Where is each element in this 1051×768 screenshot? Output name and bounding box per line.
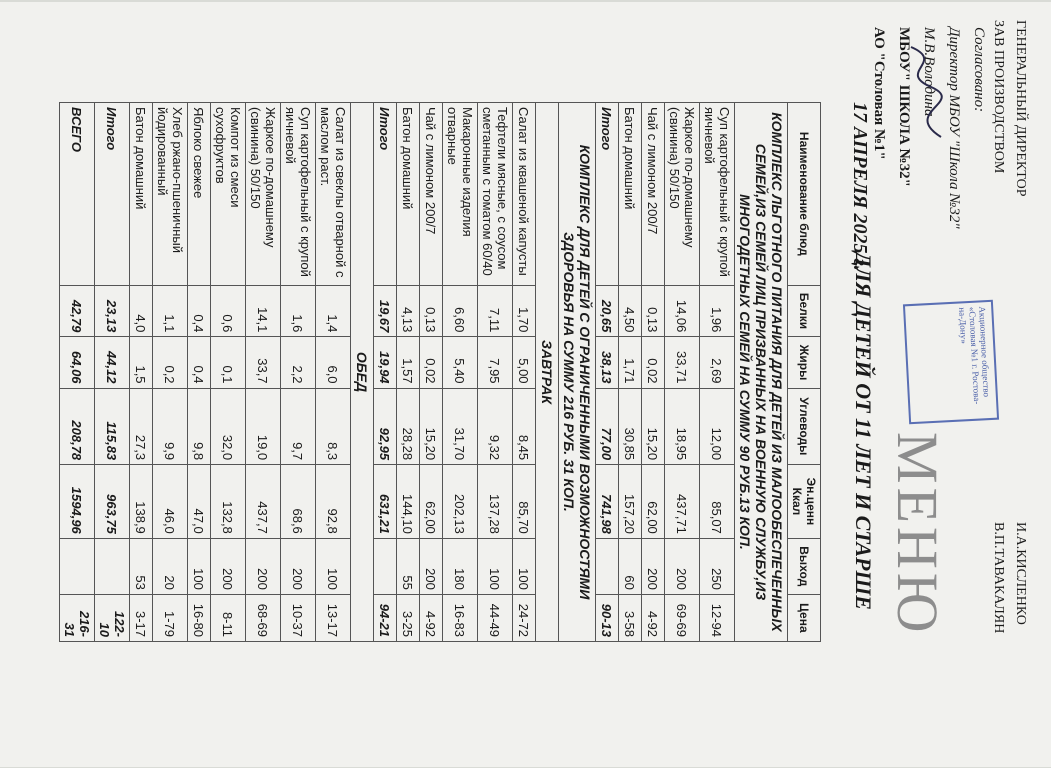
dish-value: 94-21 [374, 594, 397, 641]
dish-value: 4,0 [130, 285, 153, 337]
dish-value: 92,8 [316, 464, 351, 538]
dish-value: 202,13 [443, 464, 478, 538]
dish-value: 8,3 [316, 388, 351, 465]
dish-value: 16-80 [188, 594, 211, 641]
dish-value: 20 [153, 538, 188, 594]
dish-value: 963,75 [95, 464, 130, 538]
dish-value: 132,8 [211, 464, 246, 538]
dish-value: 1,6 [281, 285, 316, 337]
dish-value: 10-37 [281, 594, 316, 641]
total-row [596, 102, 619, 641]
dish-value: 9,9 [153, 388, 188, 465]
dish-value: 7,11 [478, 285, 513, 337]
dish-value: 6,0 [316, 336, 351, 387]
dish-value: 14,1 [246, 285, 281, 337]
col-price: Цена [788, 594, 821, 641]
dish-value: 9,8 [188, 388, 211, 465]
dish-value: 92,95 [374, 388, 397, 465]
dish-value: 13-17 [316, 594, 351, 641]
dish-value [95, 538, 130, 594]
dish-name: Суп картофельный с крупой яичневой [700, 102, 735, 285]
table-row [246, 102, 281, 641]
menu-date: 17 АПРЕЛЯ 2025 г. [849, 101, 871, 271]
dish-name: Жаркое по-домашнему (свинина) 50/150 [665, 102, 700, 285]
dish-value: 30,85 [619, 388, 642, 465]
dish-value: 437,71 [665, 464, 700, 538]
dish-value: 200 [211, 538, 246, 594]
dish-value: 90-13 [596, 594, 619, 641]
dish-value: 19,0 [246, 388, 281, 465]
dish-value: 62,00 [642, 464, 665, 538]
dish-value: 32,0 [211, 388, 246, 465]
dish-value: 24-72 [513, 594, 536, 641]
dish-value: 200 [281, 538, 316, 594]
col-name: Наименование блюд [788, 102, 821, 285]
dish-value: 1,70 [513, 285, 536, 337]
table-row [665, 102, 700, 641]
menu-sheet [0, 2, 1051, 767]
dish-value: 4-92 [642, 594, 665, 641]
dish-value: 19,67 [374, 285, 397, 337]
dish-value: 15,20 [420, 388, 443, 465]
dish-value: 1,1 [153, 285, 188, 337]
dish-value: 1,5 [130, 336, 153, 387]
menu-table [59, 102, 821, 642]
dish-name: Батон домашний [130, 102, 153, 285]
dish-value: 8,45 [513, 388, 536, 465]
dish-value: 53 [130, 538, 153, 594]
dish-name: Хлеб ржано-пшеничный йодированный [153, 102, 188, 285]
dish-value: 631,21 [374, 464, 397, 538]
dish-value: 46,0 [153, 464, 188, 538]
dish-value: 69-69 [665, 594, 700, 641]
section-title: ЗАВТРАК [536, 102, 559, 641]
table-row [642, 102, 665, 641]
dish-value: 15,20 [642, 388, 665, 465]
table-row [513, 102, 536, 641]
dish-value: 3-25 [397, 594, 420, 641]
meal-header [351, 102, 374, 641]
dish-value: 9,32 [478, 388, 513, 465]
dish-value [60, 538, 95, 594]
dish-name: Компот из смеси сухофруктов [211, 102, 246, 285]
dish-value: 3-58 [619, 594, 642, 641]
dish-name: Итого [374, 102, 397, 285]
name-general-director: И.А.КИСЛЕНКО [1013, 521, 1028, 625]
col-fat: Жиры [788, 336, 821, 387]
dish-value: 1,57 [397, 336, 420, 387]
col-carbs: Углеводы [788, 388, 821, 465]
dish-value: 7,95 [478, 336, 513, 387]
dish-value: 28,28 [397, 388, 420, 465]
dish-value: 8-11 [211, 594, 246, 641]
dish-value: 0,4 [188, 336, 211, 387]
total-row [374, 102, 397, 641]
dish-value: 20,65 [596, 285, 619, 337]
dish-value: 0,02 [420, 336, 443, 387]
dish-name: Чай с лимоном 200/7 [420, 102, 443, 285]
dish-value: 0,13 [420, 285, 443, 337]
dish-value: 16-83 [443, 594, 478, 641]
dish-value: 4-92 [420, 594, 443, 641]
dish-name: Жаркое по-домашнему (свинина) 50/150 [246, 102, 281, 285]
section-header [559, 102, 596, 641]
dish-value: 77,00 [596, 388, 619, 465]
table-row [281, 102, 316, 641]
dish-value: 19,94 [374, 336, 397, 387]
table-row [130, 102, 153, 641]
col-output: Выход [788, 538, 821, 594]
table-row [478, 102, 513, 641]
dish-value: 100 [513, 538, 536, 594]
total-row [95, 102, 130, 641]
dish-value: 47,0 [188, 464, 211, 538]
signatories-names [987, 522, 1031, 702]
dish-value: 115,83 [95, 388, 130, 465]
dish-value: 5,40 [443, 336, 478, 387]
dish-value: 38,13 [596, 336, 619, 387]
dish-value: 33,71 [665, 336, 700, 387]
menu-subtitle: ДЛЯ ДЕТЕЙ ОТ 11 ЛЕТ И СТАРШЕ [851, 251, 876, 610]
menu-title: МЕНЮ [885, 431, 950, 636]
dish-name: Итого [95, 102, 130, 285]
dish-value: 44,12 [95, 336, 130, 387]
stamp: Акционерное общество «Столовая №1 г. Ростова-на-Дону» [903, 299, 999, 424]
dish-value: 55 [397, 538, 420, 594]
dish-value: 4,50 [619, 285, 642, 337]
dish-name: Салат из свеклы отварной с маслом раст. [316, 102, 351, 285]
dish-value: 1,71 [619, 336, 642, 387]
dish-value: 2,2 [281, 336, 316, 387]
dish-name: Батон домашний [619, 102, 642, 285]
table-row [700, 102, 735, 641]
col-protein: Белки [788, 285, 821, 337]
dish-value [596, 538, 619, 594]
approve-label: Согласовано: [971, 26, 987, 112]
dish-name: Тефтели мясные, с соусом сметанным с томатом 60/40 [478, 102, 513, 285]
approve-director: Директор МБОУ "Школа №32" [946, 26, 962, 229]
section-title: ОБЕД [351, 102, 374, 641]
dish-name: Яблоко свежее [188, 102, 211, 285]
table-row [619, 102, 642, 641]
dish-value: 138,9 [130, 464, 153, 538]
dish-value: 60 [619, 538, 642, 594]
dish-value: 3-17 [130, 594, 153, 641]
dish-value: 4,13 [397, 285, 420, 337]
dish-value: 100 [316, 538, 351, 594]
dish-name: ВСЕГО [60, 102, 95, 285]
dish-value: 6,60 [443, 285, 478, 337]
dish-value: 437,7 [246, 464, 281, 538]
company-name: АО "Столовая №1" [871, 26, 887, 160]
dish-name: Чай с лимоном 200/7 [642, 102, 665, 285]
approve-name: М.В.Володина [921, 26, 937, 117]
dish-value: 23,13 [95, 285, 130, 337]
table-row [211, 102, 246, 641]
dish-value: 0,6 [211, 285, 246, 337]
section-title: КОМПЛЕКС ДЛЯ ДЕТЕЙ С ОГРАНИЧЕННЫМИ ВОЗМОЖНОСТЯМИ ЗДОРОВЬЯ НА СУММУ 216 РУБ. 31 КОП. [559, 102, 596, 641]
dish-value: 0,4 [188, 285, 211, 337]
dish-value: 62,00 [420, 464, 443, 538]
dish-value: 44-49 [478, 594, 513, 641]
dish-name: Батон домашний [397, 102, 420, 285]
school-name: МБОУ" ШКОЛА №32" [896, 26, 912, 187]
dish-value: 42,79 [60, 285, 95, 337]
dish-value: 64,06 [60, 336, 95, 387]
table-row [316, 102, 351, 641]
dish-value: 200 [420, 538, 443, 594]
dish-value: 18,95 [665, 388, 700, 465]
dish-value: 1594,96 [60, 464, 95, 538]
dish-value: 68,6 [281, 464, 316, 538]
dish-value: 33,7 [246, 336, 281, 387]
dish-name: Суп картофельный с крупой яичневой [281, 102, 316, 285]
section-header [735, 102, 788, 641]
dish-value: 1,96 [700, 285, 735, 337]
meal-header [536, 102, 559, 641]
dish-value [374, 538, 397, 594]
dish-value: 9,7 [281, 388, 316, 465]
dish-value: 12,00 [700, 388, 735, 465]
dish-value: 27,3 [130, 388, 153, 465]
dish-value: 137,28 [478, 464, 513, 538]
dish-value: 68-69 [246, 594, 281, 641]
dish-value: 250 [700, 538, 735, 594]
dish-value: 85,07 [700, 464, 735, 538]
dish-name: Макаронные изделия отварные [443, 102, 478, 285]
dish-value: 180 [443, 538, 478, 594]
dish-name: Салат из квашеной капусты [513, 102, 536, 285]
dish-value: 2,69 [700, 336, 735, 387]
dish-value: 741,98 [596, 464, 619, 538]
dish-value: 100 [188, 538, 211, 594]
signatories-roles [987, 20, 1031, 200]
section-title: КОМПЛЕКС ЛЬГОТНОГО ПИТАНИЯ ДЛЯ ДЕТЕЙ ИЗ МАЛООБЕСПЕЧЕННЫХ СЕМЕЙ,ИЗ СЕМЕЙ ЛИЦ ПРИЗВАННЫХ НА ВОЕННУЮ СЛУЖБУ,ИЗ МНОГОДЕТНЫХ СЕМЕЙ НА СУММУ 90 РУБ.13 КОП. [735, 102, 788, 641]
dish-value: 200 [246, 538, 281, 594]
dish-value: 12-94 [700, 594, 735, 641]
table-row [397, 102, 420, 641]
dish-value: 216-31 [60, 594, 95, 641]
dish-value: 1,4 [316, 285, 351, 337]
table-row [153, 102, 188, 641]
dish-value: 5,00 [513, 336, 536, 387]
photo-frame [0, 2, 1051, 767]
dish-value: 0,13 [642, 285, 665, 337]
grand-total-row [60, 102, 95, 641]
role-general-director: ГЕНЕРАЛЬНЫЙ ДИРЕКТОР [1013, 19, 1028, 196]
dish-value: 122-10 [95, 594, 130, 641]
dish-value: 100 [478, 538, 513, 594]
dish-value: 0,1 [211, 336, 246, 387]
signature-image [891, 42, 951, 142]
dish-value: 14,06 [665, 285, 700, 337]
dish-value: 200 [642, 538, 665, 594]
dish-value: 157,20 [619, 464, 642, 538]
name-production-head: В.П.ТАВАКАЛЯН [991, 521, 1006, 633]
dish-value: 200 [665, 538, 700, 594]
dish-value: 0,02 [642, 336, 665, 387]
dish-value: 144,10 [397, 464, 420, 538]
dish-value: 208,78 [60, 388, 95, 465]
table-row [420, 102, 443, 641]
table-row [188, 102, 211, 641]
dish-name: Итого [596, 102, 619, 285]
dish-value: 85,70 [513, 464, 536, 538]
dish-value: 0,2 [153, 336, 188, 387]
dish-value: 31,70 [443, 388, 478, 465]
table-row [443, 102, 478, 641]
role-production-head: ЗАВ ПРОИЗВОДСТВОМ [991, 19, 1006, 173]
dish-value: 1-79 [153, 594, 188, 641]
col-kcal: Эн.ценн Ккал [788, 464, 821, 538]
